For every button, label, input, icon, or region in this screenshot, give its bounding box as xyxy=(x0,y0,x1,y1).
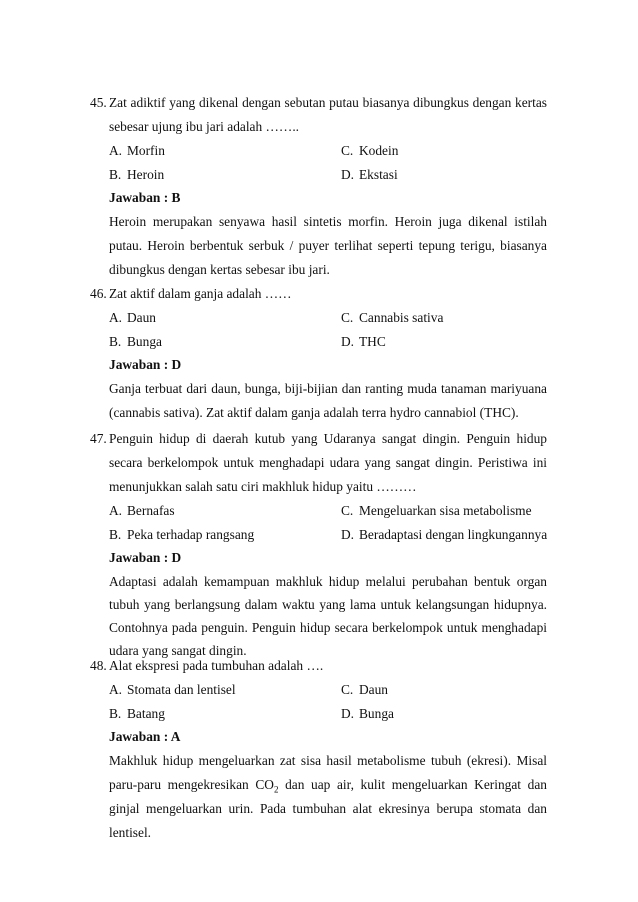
answer-key: Jawaban : D xyxy=(109,550,182,565)
answer-key: Jawaban : D xyxy=(109,357,182,372)
option-d: D. Bunga xyxy=(341,705,394,721)
option-c: C. Mengeluarkan sisa metabolisme xyxy=(341,503,532,518)
question-stem: Zat adiktif yang dikenal dengan sebutan putau biasanya dibungkus dengan kertas sebesar ujung ibu jari adalah …….. xyxy=(109,95,547,134)
option-b: B. Heroin xyxy=(109,166,165,182)
option-c: C. Daun xyxy=(341,682,389,697)
option-d: D. THC xyxy=(341,333,386,349)
options-grid xyxy=(109,499,547,546)
option-d: D. Ekstasi xyxy=(341,166,398,182)
question-number: 48. xyxy=(90,658,107,673)
option-a: A. Bernafas xyxy=(109,503,175,518)
explanation: Adaptasi adalah kemampuan makhluk hidup melalui perubahan bentuk organ tubuh yang berlangsung dalam waktu yang lama untuk kelangsungan hidupnya. Contohnya pada penguin. Penguin hidup secara berkelompok untuk menghadapi udara yang sangat dingin. xyxy=(109,574,547,658)
question-stem: Alat ekspresi pada tumbuhan adalah …. xyxy=(109,658,324,673)
option-a: A. Stomata dan lentisel xyxy=(109,682,236,697)
question-number: 47. xyxy=(90,431,107,446)
option-b: B. Batang xyxy=(109,705,165,721)
option-a: A. Morfin xyxy=(109,143,165,158)
option-c: C. Kodein xyxy=(341,143,399,158)
option-b: B. Bunga xyxy=(109,333,162,349)
explanation: Ganja terbuat dari daun, bunga, biji-bijian dan ranting muda tanaman mariyuana (cannabis sativa). Zat aktif dalam ganja adalah terra hydro cannabiol (THC). xyxy=(109,381,547,420)
options-grid xyxy=(109,139,547,186)
question-48 xyxy=(90,654,547,845)
option-d: D. Beradaptasi dengan lingkungannya xyxy=(341,526,548,542)
option-a: A. Daun xyxy=(109,310,157,325)
question-stem: Penguin hidup di daerah kutub yang Udaranya sangat dingin. Penguin hidup secara berkelompok untuk menghadapi udara yang sangat dingin. Peristiwa ini menunjukkan salah satu ciri makhluk hidup yaitu ……… xyxy=(109,431,547,494)
answer-key: Jawaban : B xyxy=(109,190,181,205)
explanation: Heroin merupakan senyawa hasil sintetis morfin. Heroin juga dikenal istilah putau. Heroin berbentuk serbuk / puyer terlihat seperti tepung terigu, biasanya dibungkus dengan kertas sebesar ibu jari. xyxy=(109,214,547,277)
question-stem: Zat aktif dalam ganja adalah …… xyxy=(109,286,292,301)
question-46 xyxy=(90,282,547,425)
explanation: Makhluk hidup mengeluarkan zat sisa hasil metabolisme tubuh (ekresi). Misal paru-paru mengekresikan $CO_2$ dan uap air, kulit mengeluarkan Keringat dan ginjal mengeluarkan urin. Pada tumbuhan alat ekresinya berupa stomata dan lentisel. xyxy=(109,753,547,840)
question-47 xyxy=(90,427,547,662)
question-number: 46. xyxy=(90,286,107,301)
options-grid xyxy=(109,306,547,353)
question-45 xyxy=(90,91,547,282)
options-grid xyxy=(109,678,547,725)
answer-key: Jawaban : A xyxy=(109,729,181,744)
option-b: B. Peka terhadap rangsang xyxy=(109,526,255,542)
question-number: 45. xyxy=(90,95,107,110)
option-c: C. Cannabis sativa xyxy=(341,310,444,325)
